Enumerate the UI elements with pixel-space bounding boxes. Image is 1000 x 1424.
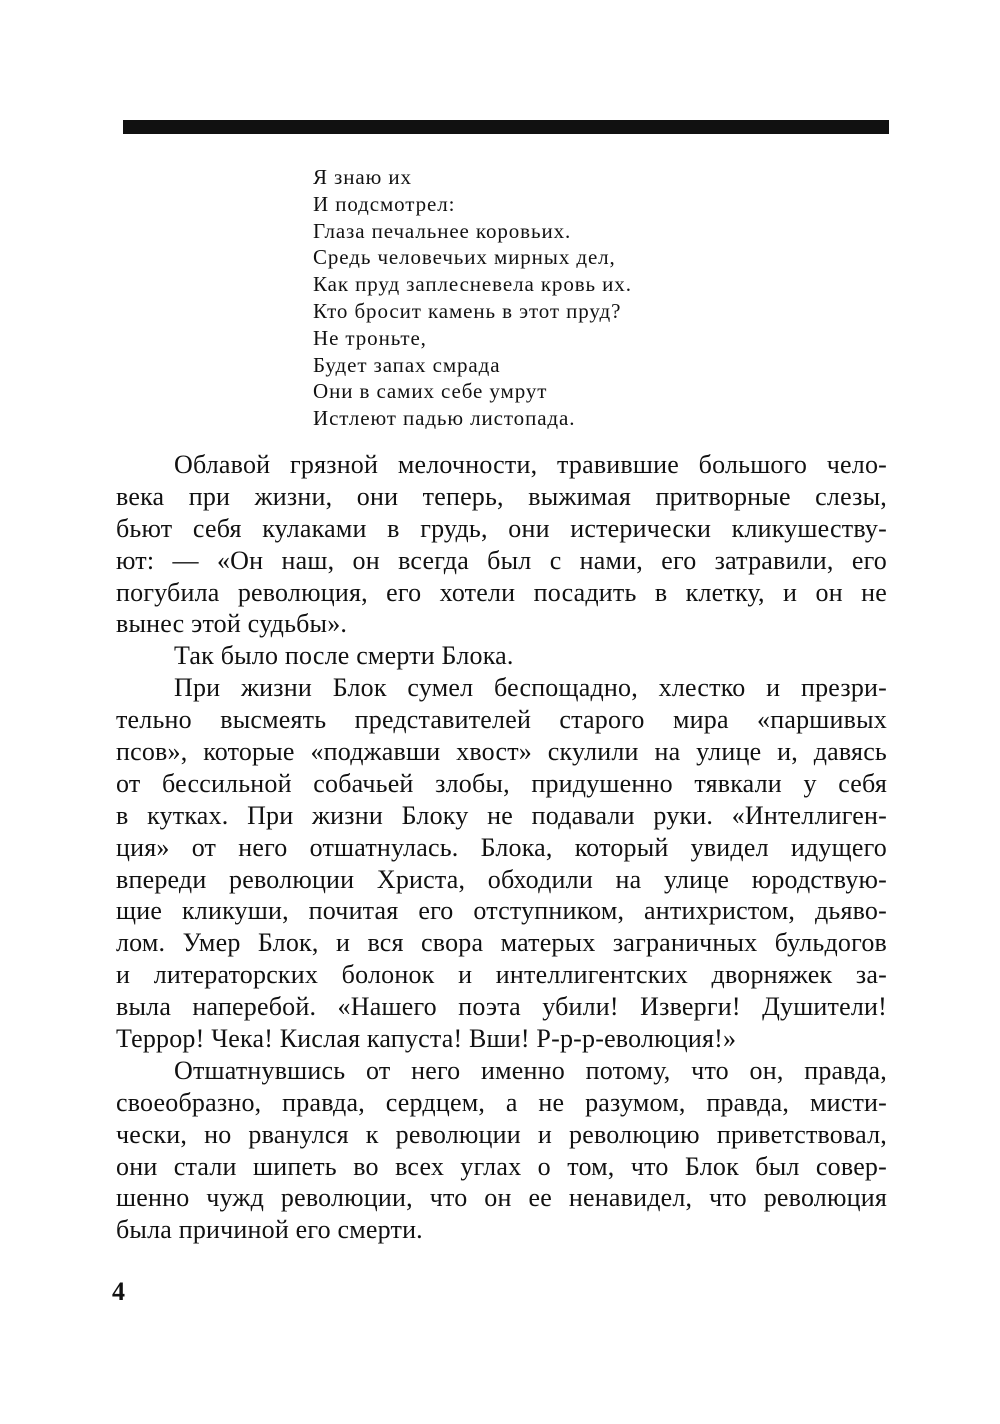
paragraph-4	[116, 1055, 887, 1246]
text-line: бьют себя кулаками в грудь, они истерически кликушеству-	[116, 513, 887, 543]
text-line: и литераторских болонок и интеллигентских дворняжек за-	[116, 960, 887, 990]
text-line: впереди революции Христа, обходили на улице юродствую-	[116, 864, 887, 894]
text-line: Так было после смерти Блока.	[174, 641, 514, 671]
text-line: щие кликуши, почитая его отступником, антихристом, дьяво-	[116, 896, 887, 926]
text-line: чески, но рванулся к революции и революцию приветствовал,	[116, 1119, 887, 1149]
page-number: 4	[112, 1277, 125, 1306]
text-line: Террор! Чека! Кислая капуста! Вши! Р-р-р-еволюция!»	[116, 1024, 737, 1054]
poem-line: Средь человечьих мирных дел,	[313, 245, 616, 270]
text-line: была причиной его смерти.	[116, 1215, 423, 1245]
text-line: погубила революция, его хотели посадить в клетку, и он не	[116, 577, 887, 607]
top-rule	[123, 120, 889, 134]
text-line: ют: — «Он наш, он всегда был с нами, его затравили, его	[116, 545, 887, 575]
paragraph-1	[116, 449, 887, 640]
text-line: Отшатнувшись от него именно потому, что он, правда,	[174, 1055, 887, 1085]
text-line: шенно чужд революции, что он ее ненавидел, что революция	[116, 1183, 887, 1213]
text-line: в кутках. При жизни Блоку не подавали руки. «Интеллиген-	[116, 800, 887, 830]
poem-line: Будет запах смрада	[313, 352, 501, 377]
text-line: они стали шипеть во всех углах о том, что Блок был совер-	[116, 1151, 887, 1181]
poem-line: Кто бросит камень в этот пруд?	[313, 298, 622, 323]
poem-line: Как пруд заплесневела кровь их.	[313, 272, 632, 297]
poem-line: Глаза печальнее коровьих.	[313, 218, 572, 243]
text-line: При жизни Блок сумел беспощадно, хлестко и презри-	[174, 673, 887, 703]
text-line: вынес этой судьбы».	[116, 609, 348, 639]
text-line: псов», которые «поджавши хвост» скулили на улице и, давясь	[116, 737, 887, 767]
text-line: своеобразно, правда, сердцем, а не разумом, правда, мисти-	[116, 1087, 887, 1117]
text-line: лом. Умер Блок, и вся свора матерых заграничных бульдогов	[116, 928, 887, 958]
poem-epigraph	[313, 164, 873, 432]
body-text	[116, 449, 887, 1246]
text-line: века при жизни, они теперь, выжимая притворные слезы,	[116, 481, 887, 511]
text-line: Облавой грязной мелочности, травившие большого чело-	[174, 450, 887, 479]
text-line: тельно высмеять представителей старого мира «паршивых	[116, 705, 887, 735]
poem-line: Не троньте,	[313, 325, 427, 350]
text-line: выла наперебой. «Нашего поэта убили! Изверги! Душители!	[116, 992, 887, 1022]
poem-line: И подсмотрел:	[313, 191, 456, 216]
poem-line: Истлеют падью листопада.	[313, 406, 576, 431]
text-line: ция» от него отшатнулась. Блока, который увидел идущего	[116, 832, 887, 862]
text-line: от бессильной собачьей злобы, придушенно тявкали у себя	[116, 768, 887, 798]
poem-line: Я знаю их	[313, 165, 412, 189]
paragraph-3	[116, 672, 887, 1055]
poem-line: Они в самих себе умрут	[313, 379, 548, 404]
paragraph-2	[116, 640, 887, 672]
